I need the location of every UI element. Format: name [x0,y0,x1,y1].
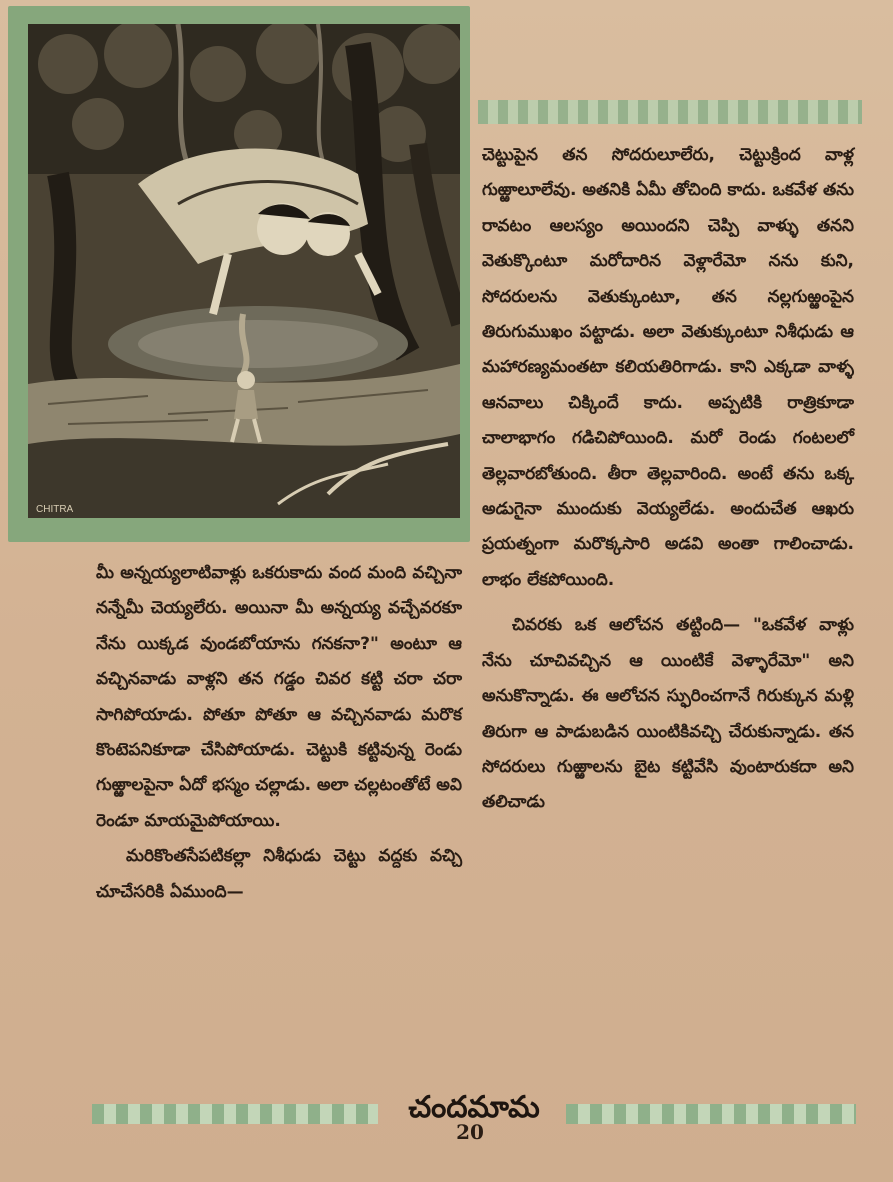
footer-ornament-right [566,1104,856,1124]
magazine-title: చందమామ [408,1090,540,1125]
illustration-frame [8,6,470,542]
page-number: 20 [456,1120,484,1144]
paragraph: మరికొంతసేపటికల్లా నిశీధుడు చెట్టు వద్దకు వచ్చి చూచేసరికి ఏముంది— [96,846,462,902]
illustration-signature: CHITRA [36,504,74,515]
right-column [482,138,854,821]
forest-illustration [28,24,460,518]
left-column [96,556,462,910]
decorative-ribbon [478,100,862,124]
footer-ornament-left [92,1104,378,1124]
illustration-forest-scene-icon [28,24,460,518]
paragraph: చివరకు ఒక ఆలోచన తట్టింది— "ఒకవేళ వాళ్లు నేను చూచివచ్చిన ఆ యింటికే వెళ్ళారేమో" అని అనుకొన్నాడు. ఈ ఆలోచన స్ఫురించగానే గిరుక్కున మళ్లి తిరుగా ఆ పాడుబడిన యింటికివచ్చి చేరుకున్నాడు. తన సోదరులు గుఱ్ఱాలను బైట కట్టివేసి వుంటారుకదా అని తలిచాడు [482,615,854,813]
paragraph: చెట్టుపైన తన సోదరులూలేరు, చెట్టుక్రింద వాళ్ల గుఱ్ఱాలూలేవు. అతనికి ఏమీ తోచింది కాదు. ఒకవేళ తను రావటం ఆలస్యం అయిందని చెప్పి వాళ్ళు తనని వెతుక్కొంటూ మరోదారిన వెళ్లారేమో నను కుని, సోదరులను వెతుక్కుంటూ, తన నల్లగుఱ్ఱంపైన తిరుగుముఖం పట్టాడు. అలా వెతుక్కుంటూ నిశీధుడు ఆ మహారణ్యమంతటా కలియతిరిగాడు. కాని ఎక్కడా వాళ్ళ ఆనవాలు చిక్కిందే కాదు. అప్పటికి రాత్రికూడా చాలాభాగం గడిచిపోయింది. మరో రెండు గంటలలో తెల్లవారబోతుంది. తీరా తెల్లవారింది. అంటే తను ఒక్క అడుగైనా ముందుకు వెయ్యలేడు. అందుచేత ఆఖరు ప్రయత్నంగా మరొక్కసారి అడవి అంతా గాలించాడు. లాభం లేకపోయింది. [482,145,854,590]
paragraph: మీ అన్నయ్యలాటివాళ్లు ఒకరుకాదు వంద మంది వచ్చినా నన్నేమీ చెయ్యలేరు. అయినా మీ అన్నయ్య వచ్చేవరకూ నేను యిక్కడ వుండబోయాను గనకనా?" అంటూ ఆ వచ్చినవాడు వాళ్లని తన గడ్డం చివర కట్టి చరా చరా సాగిపోయాడు. పోతూ పోతూ ఆ వచ్చినవాడు మరొక కొంటెపనికూడా చేసిపోయాడు. చెట్టుకి కట్టివున్న రెండు గుఱ్ఱాలపైనా ఏదో భస్మం చల్లాడు. అలా చల్లటంతోటే అవి రెండూ మాయమైపోయాయి. [96,563,462,831]
